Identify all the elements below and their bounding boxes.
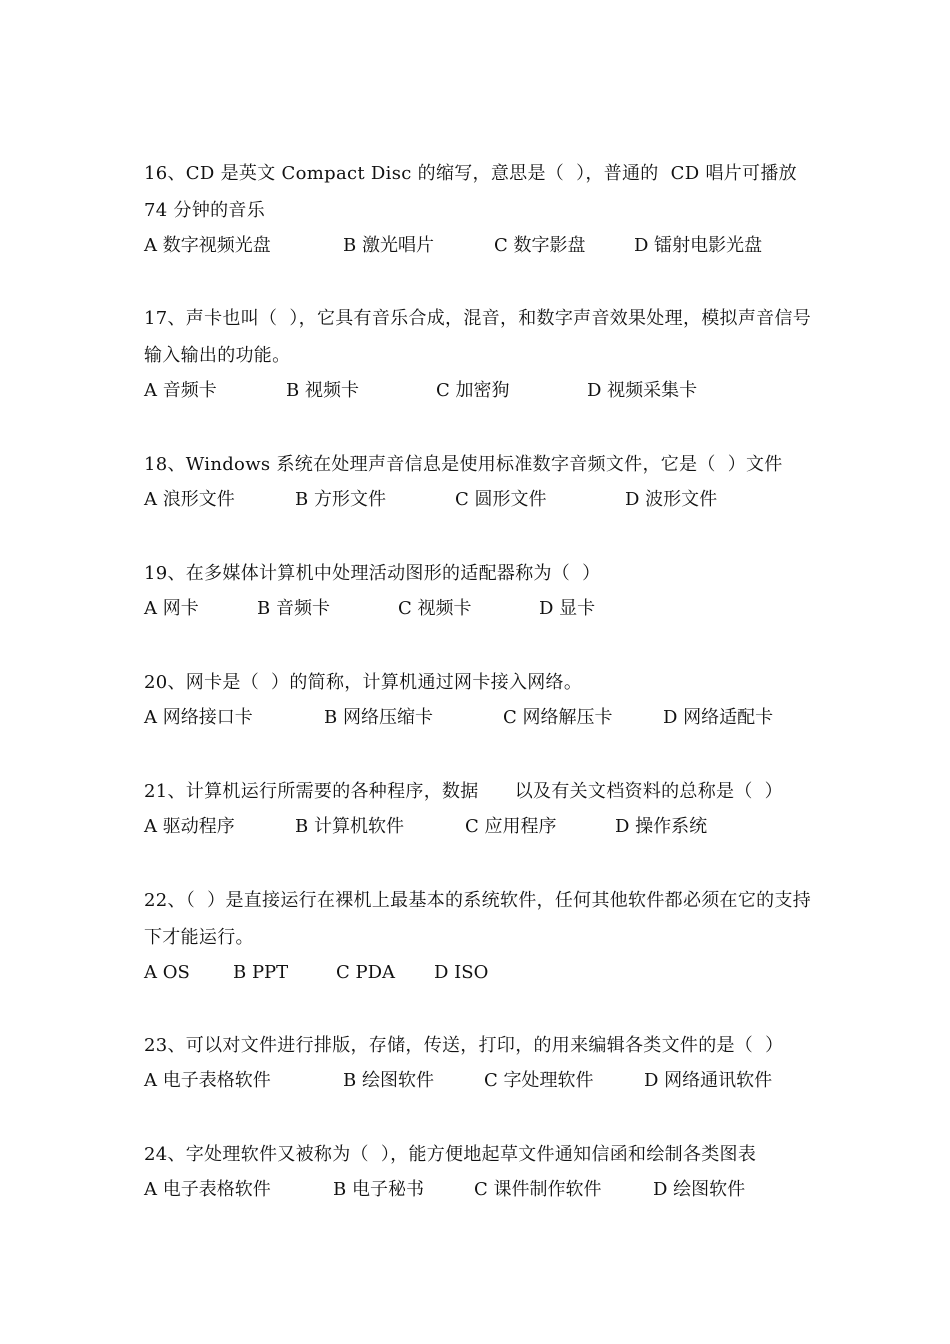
option-b: B 电子秘书: [333, 1179, 424, 1200]
question-24: [144, 1136, 824, 1207]
option-d: D 操作系统: [615, 816, 708, 837]
option-d: D 网络适配卡: [663, 707, 774, 728]
option-d: D 镭射电影光盘: [634, 235, 763, 256]
option-a: A 电子表格软件: [144, 1179, 271, 1200]
question-stem: 17、声卡也叫（ ），它具有音乐合成，混音，和数字声音效果处理，模拟声音信号输入输出的功能。: [144, 308, 812, 366]
question-23: [144, 1027, 824, 1098]
option-b: B 激光唱片: [343, 235, 434, 256]
question-stem: 24、字处理软件又被称为（ ），能方便地起草文件通知信函和绘制各类图表: [144, 1144, 757, 1165]
option-row: [144, 592, 824, 626]
option-a: A 电子表格软件: [144, 1070, 271, 1091]
option-row: [144, 810, 824, 844]
option-c: C 圆形文件: [455, 489, 547, 510]
option-a: A 浪形文件: [144, 489, 235, 510]
option-d: D 显卡: [539, 598, 596, 619]
option-row: [144, 374, 824, 408]
question-stem: 16、CD 是英文 Compact Disc 的缩写，意思是（ ），普通的 CD 唱片可播放 74 分钟的音乐: [144, 163, 803, 221]
question-stem: 21、计算机运行所需要的各种程序，数据 以及有关文档资料的总称是（ ）: [144, 781, 783, 802]
option-c: C 视频卡: [398, 598, 472, 619]
option-d: D 视频采集卡: [587, 380, 698, 401]
question-stem: 22、（ ）是直接运行在裸机上最基本的系统软件，任何其他软件都必须在它的支持下才能运行。: [144, 890, 812, 948]
option-row: [144, 1064, 824, 1098]
option-b: B 网络压缩卡: [324, 707, 433, 728]
option-row: [144, 483, 824, 517]
question-22: [144, 882, 824, 990]
option-c: C 字处理软件: [484, 1070, 594, 1091]
option-d: D 绘图软件: [653, 1179, 746, 1200]
option-a: A 驱动程序: [144, 816, 235, 837]
option-c: C PDA: [336, 962, 396, 983]
option-a: A 音频卡: [144, 380, 217, 401]
option-b: B 方形文件: [295, 489, 386, 510]
question-17: [144, 300, 824, 408]
option-a: A 网络接口卡: [144, 707, 253, 728]
question-stem: 23、可以对文件进行排版，存储，传送，打印，的用来编辑各类文件的是（ ）: [144, 1035, 784, 1056]
question-16: [144, 155, 824, 263]
option-row: [144, 229, 824, 263]
question-stem: 19、在多媒体计算机中处理活动图形的适配器称为（ ）: [144, 563, 601, 584]
option-b: B 音频卡: [257, 598, 330, 619]
option-c: C 应用程序: [465, 816, 557, 837]
option-row: [144, 956, 824, 990]
question-stem: 20、网卡是（ ）的简称，计算机通过网卡接入网络。: [144, 672, 583, 693]
option-a: A 网卡: [144, 598, 199, 619]
option-c: C 数字影盘: [494, 235, 586, 256]
question-18: [144, 446, 824, 517]
option-a: A OS: [144, 962, 190, 983]
option-row: [144, 1173, 824, 1207]
option-b: B 视频卡: [286, 380, 359, 401]
question-stem: 18、Windows 系统在处理声音信息是使用标准数字音频文件，它是（ ）文件: [144, 454, 783, 475]
option-a: A 数字视频光盘: [144, 235, 271, 256]
option-row: [144, 701, 824, 735]
question-20: [144, 664, 824, 735]
question-19: [144, 555, 824, 626]
option-d: D 波形文件: [625, 489, 718, 510]
option-c: C 课件制作软件: [474, 1179, 602, 1200]
question-21: [144, 773, 824, 844]
option-c: C 网络解压卡: [503, 707, 613, 728]
option-d: D ISO: [434, 962, 489, 983]
option-b: B PPT: [233, 962, 289, 983]
option-d: D 网络通讯软件: [644, 1070, 773, 1091]
option-b: B 绘图软件: [343, 1070, 434, 1091]
option-c: C 加密狗: [436, 380, 510, 401]
option-b: B 计算机软件: [295, 816, 404, 837]
